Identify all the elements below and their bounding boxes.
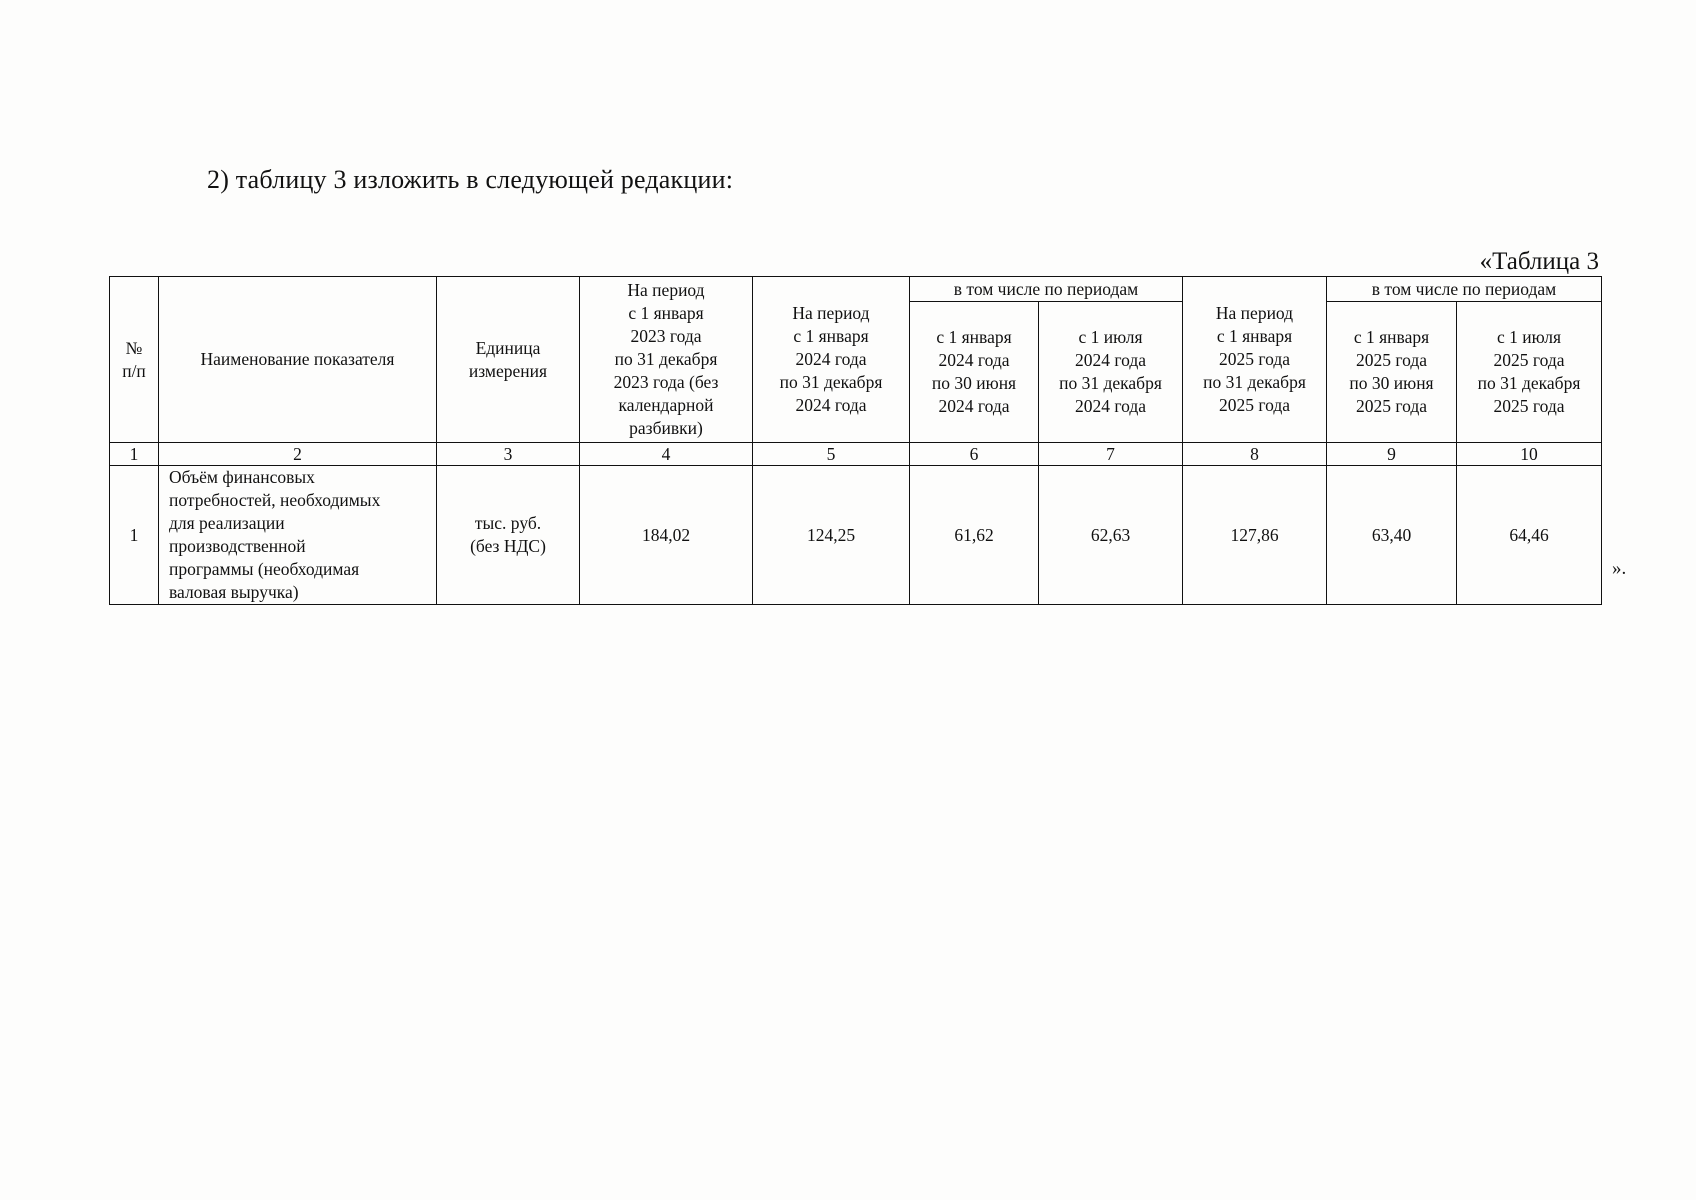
value-2024-total: 124,25	[753, 466, 910, 605]
header-col9: с 1 января 2025 года по 30 июня 2025 года	[1327, 302, 1457, 443]
column-number: 5	[753, 443, 910, 466]
header-col5: На период с 1 января 2024 года по 31 декабря 2024 года	[753, 277, 910, 443]
table-caption: «Таблица 3	[1479, 248, 1599, 275]
header-col6: с 1 января 2024 года по 30 июня 2024 года	[910, 302, 1039, 443]
value-2023: 184,02	[580, 466, 753, 605]
header-col4: На период с 1 января 2023 года по 31 декабря 2023 года (без календарной разбивки)	[580, 277, 753, 443]
header-col7: с 1 июля 2024 года по 31 декабря 2024 года	[1039, 302, 1183, 443]
closing-quote: ».	[1612, 558, 1627, 579]
intro-text: 2) таблицу 3 изложить в следующей редакции:	[207, 165, 734, 194]
header-col10: с 1 июля 2025 года по 31 декабря 2025 года	[1457, 302, 1602, 443]
value-2024-h1: 61,62	[910, 466, 1039, 605]
header-group-2024: в том числе по периодам	[910, 277, 1183, 302]
column-number: 10	[1457, 443, 1602, 466]
column-number: 9	[1327, 443, 1457, 466]
header-unit: Единица измерения	[437, 277, 580, 443]
row-number: 1	[110, 466, 159, 605]
value-2025-h1: 63,40	[1327, 466, 1457, 605]
unit-cell: тыс. руб. (без НДС)	[437, 466, 580, 605]
column-number-row	[110, 443, 1602, 466]
indicator-name: Объём финансовых потребностей, необходимых для реализации производственной программы (необходимая валовая выручка)	[159, 466, 437, 605]
column-number: 4	[580, 443, 753, 466]
column-number: 2	[159, 443, 437, 466]
header-name: Наименование показателя	[159, 277, 437, 443]
column-number: 7	[1039, 443, 1183, 466]
column-number: 6	[910, 443, 1039, 466]
data-table	[109, 276, 1602, 605]
header-group-2025: в том числе по периодам	[1327, 277, 1602, 302]
value-2024-h2: 62,63	[1039, 466, 1183, 605]
column-number: 1	[110, 443, 159, 466]
header-num: № п/п	[110, 277, 159, 443]
header-col8: На период с 1 января 2025 года по 31 декабря 2025 года	[1183, 277, 1327, 443]
value-2025-h2: 64,46	[1457, 466, 1602, 605]
table-row	[110, 466, 1602, 605]
column-number: 8	[1183, 443, 1327, 466]
column-number: 3	[437, 443, 580, 466]
header-row-top	[110, 277, 1602, 302]
value-2025-total: 127,86	[1183, 466, 1327, 605]
